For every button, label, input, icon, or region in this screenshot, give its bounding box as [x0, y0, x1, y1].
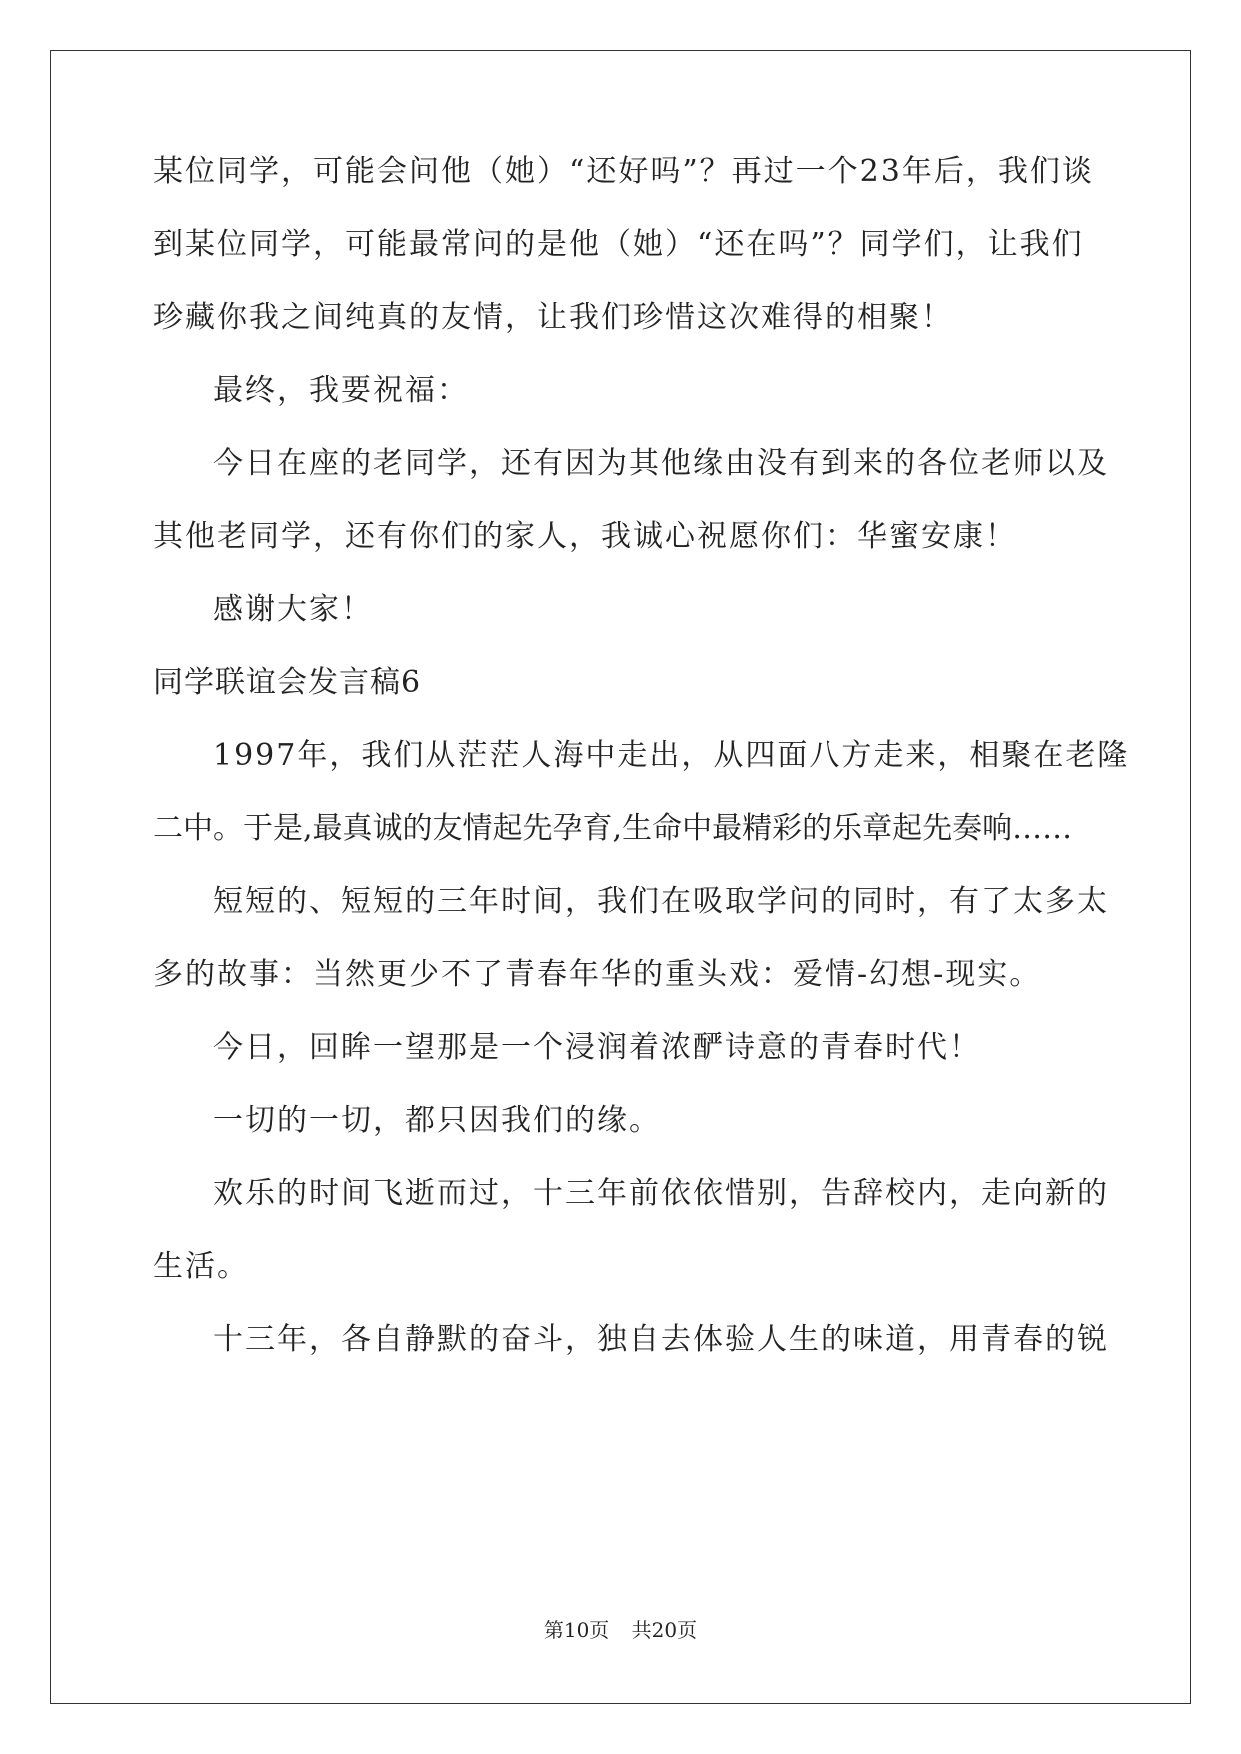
paragraph-line: 今日在座的老同学，还有因为其他缘由没有到来的各位老师以及 [213, 446, 1109, 481]
page-number: 第10页 [543, 1618, 610, 1642]
paragraph-line: 感谢大家！ [213, 592, 373, 627]
paragraph-line: 珍藏你我之间纯真的友情，让我们珍惜这次难得的相聚！ [153, 300, 953, 335]
paragraph-line: 1997年，我们从茫茫人海中走出，从四面八方走来，相聚在老隆 [213, 738, 1130, 773]
paragraph-line: 某位同学，可能会问他（她）“还好吗”？再过一个23年后，我们谈 [153, 154, 1094, 189]
paragraph-line: 十三年，各自静默的奋斗，独自去体验人生的味道，用青春的锐 [213, 1322, 1109, 1357]
paragraph-line: 生活。 [153, 1249, 249, 1284]
page-border [50, 50, 1191, 1704]
page-total: 共20页 [631, 1618, 698, 1642]
paragraph-line: 一切的一切，都只因我们的缘。 [213, 1103, 661, 1138]
paragraph-line: 多的故事：当然更少不了青春年华的重头戏：爱情-幻想-现实。 [153, 957, 1042, 992]
paragraph-line: 今日，回眸一望那是一个浸润着浓酽诗意的青春时代！ [213, 1030, 981, 1065]
paragraph-line: 欢乐的时间飞逝而过，十三年前依依惜别，告辞校内，走向新的 [213, 1176, 1109, 1211]
paragraph-line: 其他老同学，还有你们的家人，我诚心祝愿你们：华蜜安康！ [153, 519, 1017, 554]
paragraph-line: 短短的、短短的三年时间，我们在吸取学问的同时，有了太多太 [213, 884, 1109, 919]
paragraph-line: 二中。于是,最真诚的友情起先孕育,生命中最精彩的乐章起先奏响…… [153, 811, 1073, 846]
paragraph-line: 最终，我要祝福： [213, 373, 469, 408]
paragraph-line: 到某位同学，可能最常问的是他（她）“还在吗”？同学们，让我们 [153, 227, 1084, 262]
page-footer [0, 1618, 1241, 1642]
section-heading: 同学联谊会发言稿6 [153, 665, 422, 700]
